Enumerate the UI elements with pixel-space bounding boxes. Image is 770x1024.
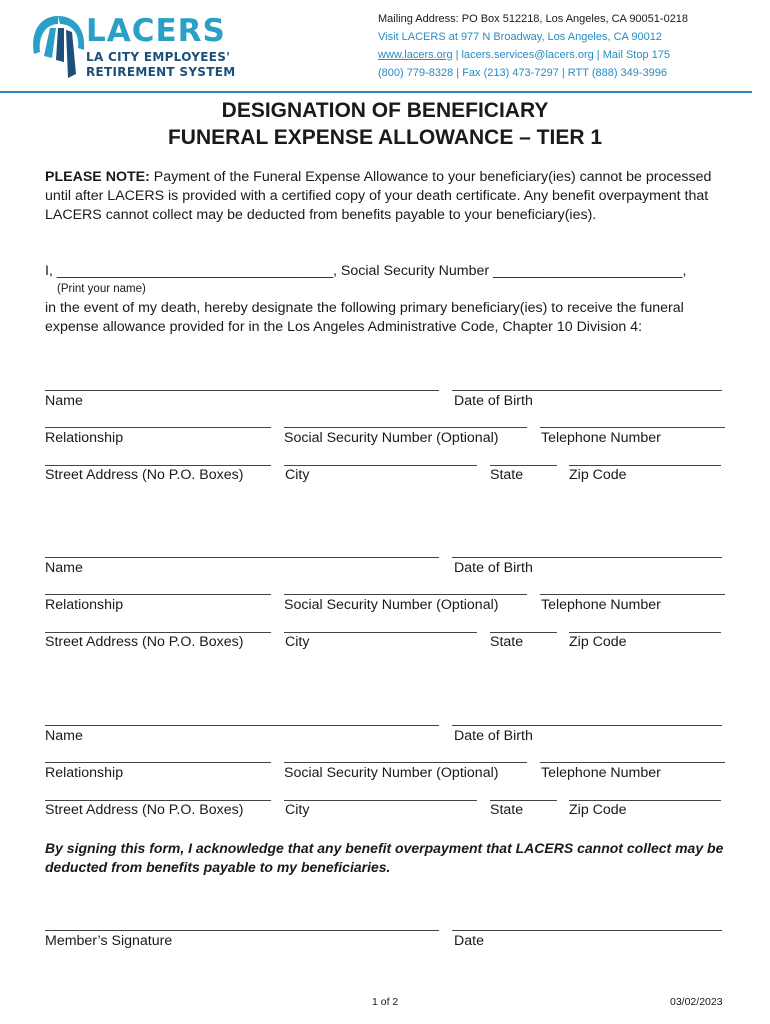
please-note-paragraph (45, 168, 735, 225)
city-label: City (285, 802, 310, 818)
ssn-optional-label: Social Security Number (Optional) (284, 430, 499, 446)
member-name-field[interactable]: ___________________________________ (56, 263, 334, 279)
lacers-logo-icon (30, 10, 86, 82)
city-field[interactable] (284, 800, 477, 801)
city-field[interactable] (284, 465, 477, 466)
zip-label: Zip Code (569, 802, 627, 818)
city-label: City (285, 467, 310, 483)
form-title-line2: FUNERAL EXPENSE ALLOWANCE – TIER 1 (167, 126, 603, 149)
page-number: 1 of 2 (372, 996, 399, 1008)
ssn-field[interactable] (284, 427, 527, 428)
header-web-email (378, 46, 670, 64)
print-name-hint: (Print your name) (57, 283, 146, 295)
relationship-field[interactable] (45, 427, 271, 428)
name-label: Name (45, 393, 83, 409)
zip-label: Zip Code (569, 634, 627, 650)
relationship-field[interactable] (45, 594, 271, 595)
dob-label: Date of Birth (454, 560, 533, 576)
state-label: State (490, 802, 524, 818)
relationship-label: Relationship (45, 430, 124, 446)
header-phones: (800) 779-8328 | Fax (213) 473-7297 | RTT (888) 349-3996 (378, 67, 668, 79)
member-signature-label: Member’s Signature (45, 933, 173, 949)
city-field[interactable] (284, 632, 477, 633)
street-label: Street Address (No P.O. Boxes) (45, 467, 244, 483)
header-divider (0, 91, 752, 93)
signature-date-label: Date (454, 933, 484, 949)
state-label: State (490, 467, 524, 483)
signature-date-field[interactable] (452, 930, 722, 931)
declaration-body: in the event of my death, hereby designate the following primary beneficiary(ies) to receive the funeral expense allowance provided for in the Los Angeles Administrative Code, Chapter 10 Division 4: (45, 300, 684, 335)
dob-label: Date of Birth (454, 393, 533, 409)
header-visit-address: Visit LACERS at 977 N Broadway, Los Angeles, CA 90012 (378, 31, 662, 43)
name-field[interactable] (45, 557, 439, 558)
ssn-optional-label: Social Security Number (Optional) (284, 765, 499, 781)
please-note-label: PLEASE NOTE: (45, 169, 150, 185)
declaration-line (45, 262, 735, 281)
name-label: Name (45, 728, 83, 744)
telephone-field[interactable] (540, 427, 725, 428)
ssn-field[interactable] (284, 594, 527, 595)
dob-field[interactable] (452, 390, 722, 391)
telephone-field[interactable] (540, 594, 725, 595)
logo-subtitle-line1: LA CITY EMPLOYEES' (86, 50, 231, 64)
telephone-field[interactable] (540, 762, 725, 763)
state-field[interactable] (490, 800, 557, 801)
name-field[interactable] (45, 390, 439, 391)
dob-field[interactable] (452, 557, 722, 558)
acknowledgement-text: By signing this form, I acknowledge that any benefit overpayment that LACERS cannot collect may be deducted from benefits payable to my beneficiaries. (45, 840, 724, 875)
dob-field[interactable] (452, 725, 722, 726)
telephone-label: Telephone Number (541, 597, 661, 613)
relationship-label: Relationship (45, 597, 124, 613)
member-ssn-field[interactable]: ________________________, (493, 263, 687, 279)
revision-date: 03/02/2023 (670, 996, 723, 1008)
street-field[interactable] (45, 632, 271, 633)
state-field[interactable] (490, 465, 557, 466)
logo-subtitle-line2: RETIREMENT SYSTEM (86, 65, 236, 79)
state-field[interactable] (490, 632, 557, 633)
form-title-line1: DESIGNATION OF BENEFICIARY (221, 99, 549, 122)
relationship-label: Relationship (45, 765, 124, 781)
dob-label: Date of Birth (454, 728, 533, 744)
street-label: Street Address (No P.O. Boxes) (45, 634, 244, 650)
street-field[interactable] (45, 800, 271, 801)
zip-field[interactable] (569, 465, 721, 466)
telephone-label: Telephone Number (541, 765, 661, 781)
street-field[interactable] (45, 465, 271, 466)
logo-wordmark: LACERS (86, 13, 226, 49)
street-label: Street Address (No P.O. Boxes) (45, 802, 244, 818)
zip-label: Zip Code (569, 467, 627, 483)
name-field[interactable] (45, 725, 439, 726)
state-label: State (490, 634, 524, 650)
ssn-optional-label: Social Security Number (Optional) (284, 597, 499, 613)
telephone-label: Telephone Number (541, 430, 661, 446)
website-link[interactable]: www.lacers.org (378, 49, 453, 61)
please-note-text: Payment of the Funeral Expense Allowance to your beneficiary(ies) cannot be processed until after LACERS is provided with a certified copy of your death certificate. Any benefit overpayment that LACERS cannot collect may be deducted from benefits payable to your beneficiary(ies). (45, 169, 712, 223)
ssn-field[interactable] (284, 762, 527, 763)
header-mailing-address: Mailing Address: PO Box 512218, Los Angeles, CA 90051-0218 (378, 13, 689, 25)
zip-field[interactable] (569, 800, 721, 801)
header-email-line: | lacers.services@lacers.org | Mail Stop 175 (452, 49, 670, 61)
ssn-label: , Social Security Number (333, 263, 490, 279)
relationship-field[interactable] (45, 762, 271, 763)
member-signature-field[interactable] (45, 930, 439, 931)
declaration-i: I, (45, 263, 53, 279)
name-label: Name (45, 560, 83, 576)
city-label: City (285, 634, 310, 650)
zip-field[interactable] (569, 632, 721, 633)
